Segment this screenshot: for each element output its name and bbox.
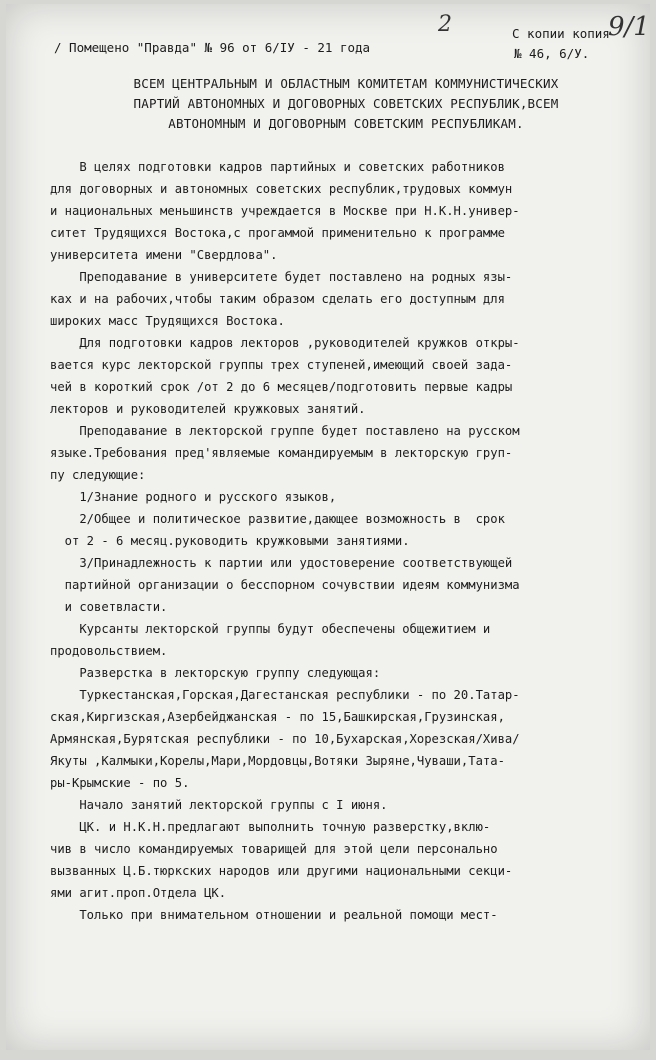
body-line: широких масс Трудящихся Востока. [50, 314, 285, 328]
body-line: чей в короткий срок /от 2 до 6 месяцев/подготовить первые кадры [50, 380, 513, 394]
body-line: вается курс лекторской группы трех ступеней,имеющий своей зада- [50, 358, 513, 372]
body-line: 1/Знание родного и русского языков, [50, 490, 337, 504]
body-line: ЦК. и Н.К.Н.предлагают выполнить точную разверстку,вклю- [50, 820, 491, 834]
body-line: 3/Принадлежность к партии или удостоверение соответствующей [50, 556, 513, 570]
body-line: ями агит.проп.Отдела ЦК. [50, 886, 227, 900]
body-line: Курсанты лекторской группы будут обеспечены общежитием и [50, 622, 491, 636]
body-line: Преподавание в лекторской группе будет поставлено на русском [50, 424, 520, 438]
body-line: от 2 - 6 месяц.руководить кружковыми занятиями. [50, 534, 410, 548]
body-line: чив в число командируемых товарищей для этой цели персонально [50, 842, 498, 856]
document-title [56, 74, 636, 134]
document-body [50, 156, 646, 926]
body-line: Якуты ,Калмыки,Корелы,Мари,Мордовцы,Вотяки Зыряне,Чуваши,Тата- [50, 754, 505, 768]
publication-note: / Помещено "Правда" № 96 от 6/IУ - 21 года [54, 40, 371, 55]
body-line: пу следующие: [50, 468, 146, 482]
title-line: ПАРТИЙ АВТОНОМНЫХ И ДОГОВОРНЫХ СОВЕТСКИХ РЕСПУБЛИК,ВСЕМ [133, 96, 559, 111]
body-line: Армянская,Бурятская республики - по 10,Бухарская,Хорезская/Хива/ [50, 732, 520, 746]
document-page [6, 4, 650, 1050]
copy-label: С копии копия [512, 26, 610, 41]
body-line: 2/Общее и политическое развитие,дающее возможность в срок [50, 512, 505, 526]
body-line: лекторов и руководителей кружковых занятий. [50, 402, 366, 416]
handwritten-mark: 2 [438, 12, 452, 37]
handwritten-page-number: 9/1 [608, 12, 650, 42]
body-line: ры-Крымские - по 5. [50, 776, 190, 790]
body-line: ситет Трудящихся Востока,с прогаммой применительно к программе [50, 226, 505, 240]
body-line: Только при внимательном отношении и реальной помощи мест- [50, 908, 498, 922]
title-line: АВТОНОМНЫМ И ДОГОВОРНЫМ СОВЕТСКИМ РЕСПУБЛИКАМ. [168, 116, 524, 131]
body-line: продовольствием. [50, 644, 168, 658]
title-line: ВСЕМ ЦЕНТРАЛЬНЫМ И ОБЛАСТНЫМ КОМИТЕТАМ КОММУНИСТИЧЕСКИХ [133, 76, 559, 91]
body-line: и национальных меньшинств учреждается в Москве при Н.К.Н.универ- [50, 204, 520, 218]
body-line: Для подготовки кадров лекторов ,руководителей кружков откры- [50, 336, 520, 350]
body-line: Разверстка в лекторскую группу следующая: [50, 666, 381, 680]
document-number: № 46, 6/У. [514, 46, 590, 61]
body-line: ках и на рабочих,чтобы таким образом сделать его доступным для [50, 292, 505, 306]
body-line: Преподавание в университете будет поставлено на родных язы- [50, 270, 513, 284]
body-line: вызванных Ц.Б.тюркских народов или другими национальными секци- [50, 864, 513, 878]
body-line: В целях подготовки кадров партийных и советских работников [50, 160, 505, 174]
body-line: и советвласти. [50, 600, 168, 614]
body-line: университета имени "Свердлова". [50, 248, 278, 262]
body-line: для договорных и автономных советских республик,трудовых коммун [50, 182, 513, 196]
body-line: партийной организации о бесспорном сочувствии идеям коммунизма [50, 578, 520, 592]
body-line: Туркестанская,Горская,Дагестанская республики - по 20.Татар- [50, 688, 520, 702]
body-line: ская,Киргизская,Азербейджанская - по 15,Башкирская,Грузинская, [50, 710, 505, 724]
body-line: Начало занятий лекторской группы с I июня. [50, 798, 388, 812]
body-line: языке.Требования пред'являемые командируемым в лекторскую груп- [50, 446, 513, 460]
